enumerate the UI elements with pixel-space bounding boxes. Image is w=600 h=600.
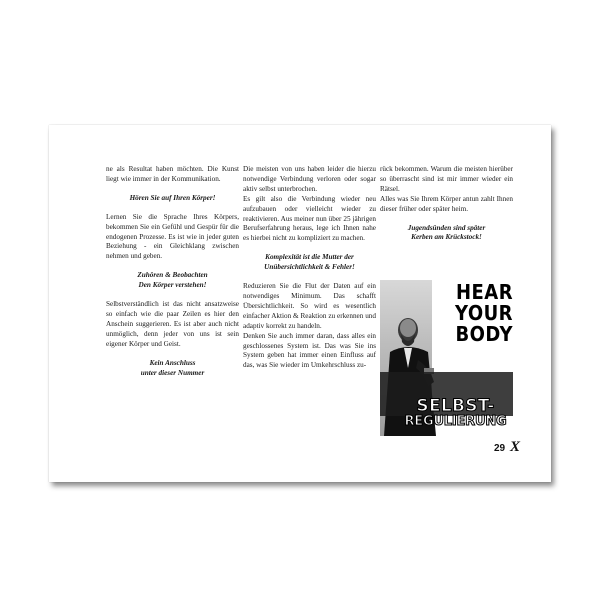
subheading <box>380 224 513 244</box>
paragraph: Die meisten von uns haben leider die hierzu notwendige Verbindung verloren oder sogar aktiv selbst unterbrochen. <box>243 165 376 193</box>
paragraph: rück bekommen. Warum die meisten hierüber so überrascht sind ist mir immer wieder ein Rätsel. <box>380 165 513 193</box>
paragraph: ne als Resultat haben möchten. Die Kunst liegt wie immer in der Kommunikation. <box>106 165 239 183</box>
poster-headline-line: BODY <box>455 322 513 346</box>
paragraph: Denken Sie auch immer daran, dass alles ein geschlossenes System ist. Das was Sie ins System geben hat immer einen Einfluss auf das, was Sie wieder im Umkehrschluss zu- <box>243 331 376 370</box>
paragraph: Alles was Sie Ihrem Körper antun zahlt Ihnen dieser früher oder später heim. <box>380 194 513 213</box>
text-column-2 <box>243 165 376 371</box>
subheading-line: Kerben am Krückstock! <box>411 233 482 242</box>
page-number: 29 <box>494 443 506 454</box>
subheading <box>106 271 239 291</box>
paragraph: Lernen Sie die Sprache Ihres Körpers, bekommen Sie ein Gefühl und Gespür für die endogenen Prozesse. Es ist wie in jeder guten Beziehung - ein Gleichklang zwischen nehmen und geben. <box>106 212 239 261</box>
subheading-line: unter dieser Nummer <box>140 368 205 377</box>
subheading-line: Kein Anschluss <box>149 358 196 367</box>
subheading: Hören Sie auf Ihren Körper! <box>129 193 216 202</box>
subheading <box>243 253 376 273</box>
subheading <box>106 359 239 379</box>
subheading-line: Jugendsünden sind später <box>407 223 486 232</box>
text-column-1 <box>106 165 239 378</box>
paragraph: Es gilt also die Verbindung wieder neu aufzubauen oder vielleicht wieder zu reaktivieren. Aus meiner nun über 25 jährigen Berufserfahrung heraus, lege ich Ihnen nahe es hierbei nicht zu kompliziert zu machen. <box>243 194 376 243</box>
poster-title <box>398 398 513 429</box>
poster-title-line: REGULIERUNG <box>404 414 507 429</box>
subheading-line: Unübersichtlichkeit & Fehler! <box>264 263 355 272</box>
poster-headline-line: HEAR <box>456 280 513 304</box>
subheading-line: Komplexität ist die Mutter der <box>265 253 354 262</box>
poster-image <box>380 280 513 436</box>
magazine-logo: X <box>510 439 521 455</box>
poster-headline <box>440 282 513 345</box>
paragraph: Reduzieren Sie die Flut der Daten auf ein notwendiges Minimum. Das schafft Übersichtlichkeit. So wird es wesentlich einfacher Aktion & Reaktion zu erkennen und adaptiv korrekt zu handeln. <box>243 282 376 330</box>
poster-title-line: SELBST- <box>416 396 495 416</box>
subheading-line: Zuhören & Beobachten <box>137 271 208 280</box>
paragraph: Selbstverständlich ist das nicht ansatzweise so einfach wie die paar Zeilen es hier den Anschein suggerieren. Es ist aber auch nicht unmöglich, denn jeder von uns ist sein eigener Körper und Geist. <box>106 300 239 348</box>
text-column-3 <box>380 165 513 243</box>
magazine-page <box>49 125 551 482</box>
poster-headline-line: YOUR <box>455 301 513 325</box>
subheading-line: Den Körper verstehen! <box>138 281 207 290</box>
